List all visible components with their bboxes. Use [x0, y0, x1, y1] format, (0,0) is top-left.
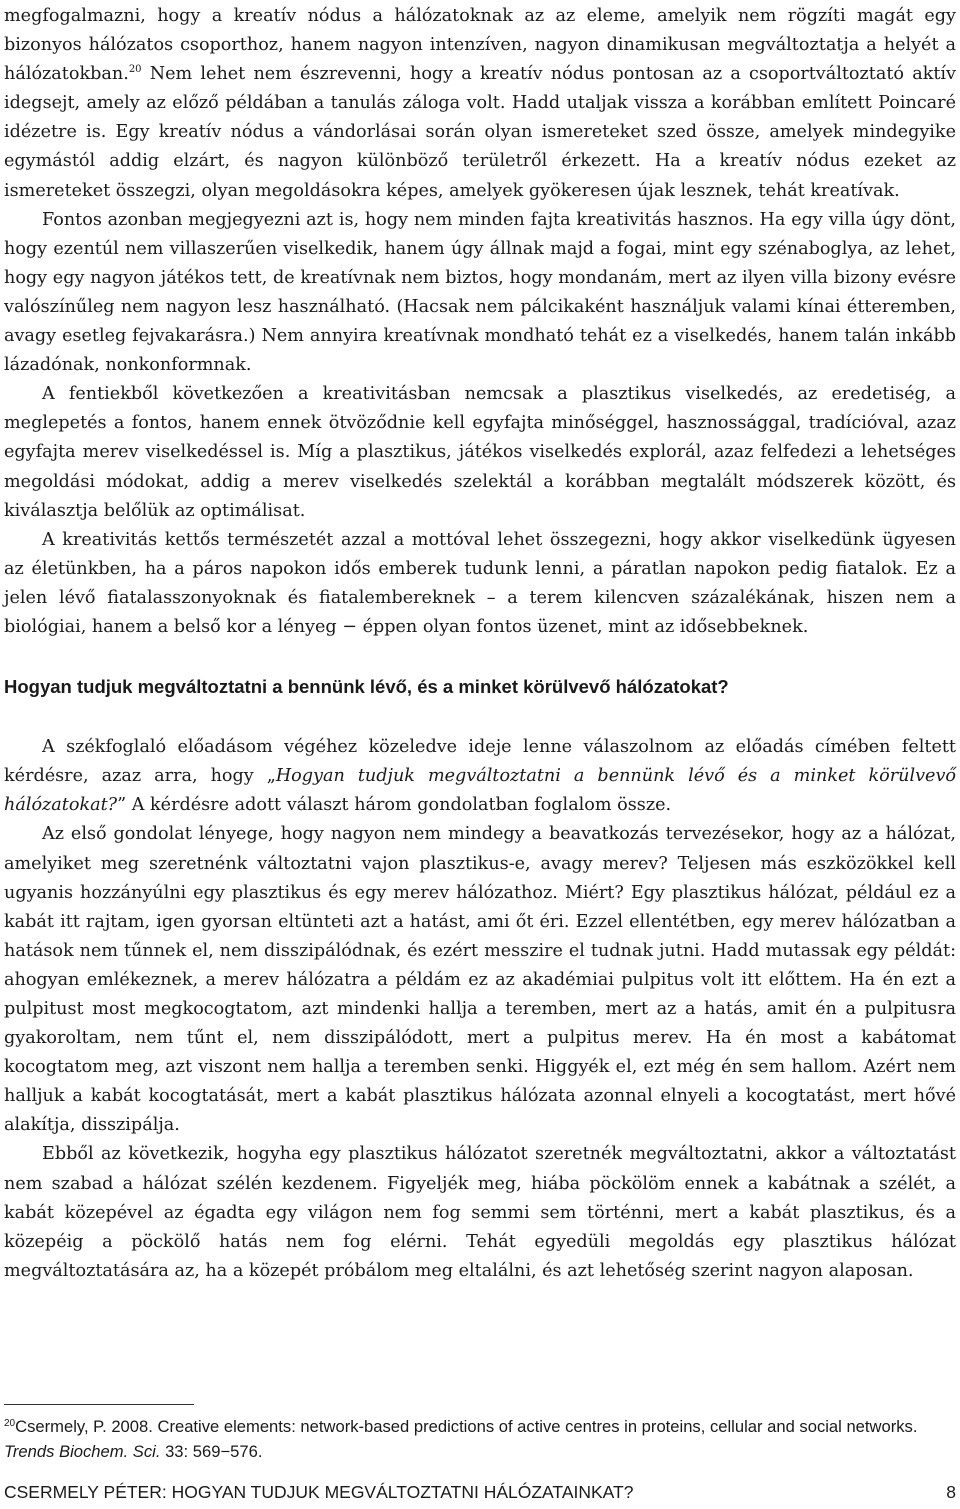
footnote-number: 20	[4, 1418, 16, 1429]
italic-question: Hogyan tudjuk megváltoztatni a bennünk lévő és a minket körülvevő hálózatokat?	[4, 766, 956, 816]
running-footer	[4, 1480, 956, 1504]
footnote-divider	[4, 1404, 194, 1405]
footnote-text: Csermely, P. 2008. Creative elements: network-based predictions of active centres in proteins, cellular and social networks.	[15, 1417, 918, 1436]
paragraph-text: A székfoglaló előadásom végéhez közeledve ideje lenne válaszolnom az előadás címében feltett kérdésre, azaz arra, hogy „	[4, 737, 956, 787]
footnote	[4, 1411, 956, 1464]
paragraph-text: ” A kérdésre adott választ három gondolatban foglalom össze.	[117, 795, 672, 816]
paragraph-motto: A kreativitás kettős természetét azzal a mottóval lehet összegezni, hogy akkor viselkedünk ügyesen az életünkben, ha a páros napokon idős emberek tudunk lenni, a páratlan napokon pedig fiatalok. Ez a jelen lévő fiatalasszonyoknak és fiatalembereknek – a terem kilencven százalékának, hiszen nem a biológiai, hanem a belső kor a lényeg − éppen olyan fontos üzenet, mint az idősebbeknek.	[4, 529, 956, 637]
paragraph-kovetkezmeny: Ebből az következik, hogyha egy plasztikus hálózatot szeretnék megváltoztatni, akkor a változtatást nem szabad a hálózat szélén kezdenem. Figyeljék meg, hiába pöckölöm ennek a kabátnak a szélét, a kabát közepével az égadta egy világon nem fog semmi sem történni, mert a kabát plasztikus, és a közepéig a pöckölő hatás nem fog elérni. Tehát egyedüli megoldás egy plasztikus hálózat megváltoztatására az, ha a közepét próbálom meg eltalálni, és azt lehetőség szerint nagyon alaposan.	[4, 1144, 956, 1281]
paragraph-text: Nem lehet nem észrevenni, hogy a kreatív nódus pontosan az a csoportváltoztató aktív idegsejt, amely az előző példában a tanulás záloga volt. Hadd utaljak vissza a korábban említett Poincaré idézetre is. Egy kreatív nódus a vándorlásai során olyan ismereteket szed össze, amelyek mindegyike egymástól addig elzárt, és nagyon különböző területről érkezett. Ha a kreatív nódus ezeket az ismereteket összegzi, olyan megoldásokra képes, amelyek gyökeresen újak lesznek, tehát kreatívak.	[4, 64, 956, 201]
section-heading: Hogyan tudjuk megváltoztatni a bennünk lévő, és a minket körülvevő hálózatokat?	[4, 676, 729, 698]
paragraph-kreativ-nodus	[4, 2, 956, 206]
paragraph-elso-gondolat: Az első gondolat lényege, hogy nagyon nem mindegy a beavatkozás tervezésekor, hogy az a hálózat, amelyiket meg szeretnénk változtatni vajon plasztikus-e, avagy merev? Teljesen más eszközökkel kell ugyanis hozzányúlni egy plasztikus és egy merev hálózathoz. Miért? Egy plasztikus hálózat, például ez a kabát itt rajtam, igen gyorsan eltünteti azt a hatást, ami őt éri. Ezzel ellentétben, egy merev hálózatban a hatások nem tűnnek el, nem disszipálódnak, és ezért messzire el tudnak jutni. Hadd mutassak egy példát: ahogyan emlékeznek, a merev hálózatra a példám ez az akadémiai pulpitus volt itt előttem. Ha én ezt a pulpitust most megkocogtatom, azt mindenki hallja a teremben, mert az a hatás, amit én a pulpitusra gyakoroltam, nem tűnt el, nem disszipálódott, mert a pulpitus merev. Ha én most a kabátomat kocogtatom meg, azt viszont nem hallja a teremben senki. Higgyék el, ezt még én sem hallom. Azért nem halljuk a kabát kocogtatását, mert a kabát plasztikus hálózata azonnal elnyeli a kocogtatást, mert hővé alakítja, disszipálja.	[4, 824, 956, 1136]
paragraph-plasztikus-merev: A fentiekből következően a kreativitásban nemcsak a plasztikus viselkedés, az eredetiség, a meglepetés a fontos, hanem ennek ötvöződnie kell egyfajta minőséggel, hasznossággal, tradícióval, azaz egyfajta merev viselkedéssel is. Míg a plasztikus, játékos viselkedés explorál, azaz felfedezi a lehetséges megoldási módokat, addig a merev viselkedés szelektál a korábban megtalált módszerek között, és kiválasztja belőlük az optimálisat.	[4, 384, 956, 521]
footnote-reference[interactable]: 20	[128, 64, 142, 76]
paragraph-villa: Fontos azonban megjegyezni azt is, hogy nem minden fajta kreativitás hasznos. Ha egy villa úgy dönt, hogy ezentúl nem villaszerűen viselkedik, hanem úgy állnak majd a fogai, mint egy szénaboglya, az lehet, hogy egy nagyon játékos tett, de kreatívnak nem biztos, hogy mondanám, mert az ilyen villa bizony evésre valószínűleg nem nagyon lesz használható. (Hacsak nem pálcikaként használjuk valami kínai étteremben, avagy esetleg fejvakarásra.) Nem annyira kreatívnak mondható tehát ez a viselkedés, hanem talán inkább lázadónak, nonkonformnak.	[4, 209, 956, 376]
paragraph-kerdes	[4, 733, 956, 820]
footnote-journal: Trends Biochem. Sci.	[4, 1442, 161, 1461]
footer-title: CSERMELY PÉTER: HOGYAN TUDJUK MEGVÁLTOZTATNI HÁLÓZATAINKAT?	[4, 1482, 634, 1502]
footnote-text: 33: 569−576.	[160, 1442, 263, 1461]
page-number: 8	[946, 1482, 956, 1502]
paragraph-text: megfogalmazni, hogy a kreatív nódus a hálózatoknak az az eleme, amelyik nem rögzíti magát egy bizonyos hálózatos csoporthoz, hanem nagyon intenzíven, nagyon dinamikusan megváltoztatja a helyét a hálózatokban.	[4, 6, 956, 85]
document-body	[4, 2, 956, 1286]
